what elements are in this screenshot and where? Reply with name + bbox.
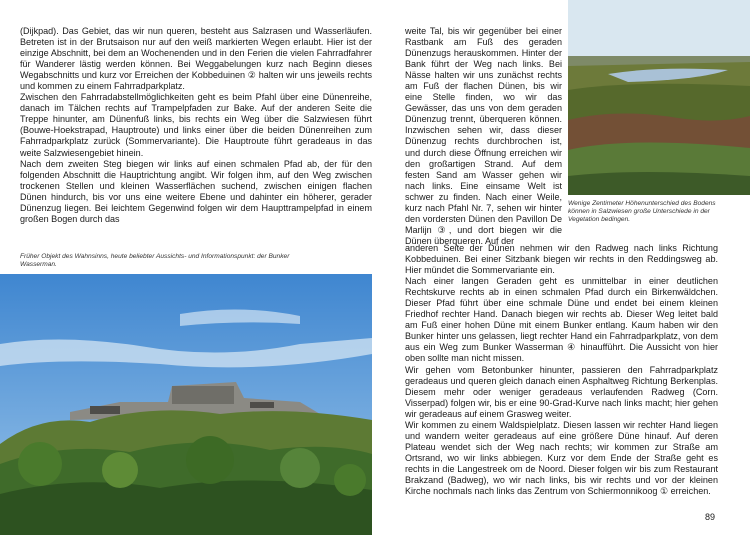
bunker-photo <box>0 274 372 535</box>
salt-marsh-photo-caption: Wenige Zentimeter Höhenunterschied des Bodens können in Salzwiesen große Unterschiede in der Vegetation bedingen. <box>568 200 716 224</box>
right-paragraph-1: anderen Seite der Dünen nehmen wir den Radweg nach links Richtung Kobbeduinen. Bei einer Sitzbank biegen wir rechts in den Reddingsweg ab. Hier mündet die Sommervariante ein. <box>405 243 718 276</box>
bunker-photo-illustration <box>0 274 372 535</box>
salt-marsh-illustration <box>568 0 750 195</box>
page-number: 89 <box>705 512 716 522</box>
left-paragraph-3: Nach dem zweiten Steg biegen wir links auf einen schmalen Pfad ab, der für den folgenden Abschnitt die Hauptrichtung angibt. Wir folgen ihm, auf den Weg zwischen trockenen Stellen und kleinen Wasserflächen suchend, zwischen einigen flachen Dünen hindurch, bis vor uns eine weitere Ebene und dahinter ein höherer, gerader Dünenzug liegen. Bei leichtem Gegenwind folgen wir dem Haupttrampelpfad in einem großen Bogen durch das <box>20 158 372 224</box>
left-text-column <box>20 26 372 225</box>
right-paragraph-2: Nach einer langen Geraden geht es unmittelbar in einer deutlichen Rechtskurve rechts ab in einen schmalen Pfad durch ein Birkenwäldchen. Dieser Pfad führt über eine schmale Düne und endet bei einem kleinen Friedhof rechter Hand. Danach biegen wir rechts ab. Dieser Weg leitet bald am Fuß einer hohen Düne mit einem Bunker entlang. Kaum haben wir den Bunker hinter uns gelassen, liegt rechter Hand ein Fahrradparkplatz, von dem aus ein Weg zum Bunker Wasserman ④ hinaufführt. Die Aussicht von hier oben sollte man nicht missen. <box>405 276 718 364</box>
right-paragraph-4: Wir kommen zu einem Waldspielplatz. Diesen lassen wir rechter Hand liegen und wandern weiter geradeaus auf eine größere Düne hinauf. Auf deren Plateau wendet sich der Weg nach rechts; wir kommen zur Straße am Ortsrand, wo wir links abbiegen. Kurz vor dem Ende der Straße geht es rechts in die Langestreek om de Noord. Dieser folgen wir bis zum Restaurant Brakzand (Badweg), wo wir nach links, bis wir rechts und vor der kleinen Kirche nochmals nach links das Zentrum von Schiermonnikoog ① erreichen. <box>405 419 718 497</box>
bunker-photo-caption: Früher Objekt des Wahnsinns, heute beliebter Aussichts- und Informationspunkt: der Bunker Wasserman. <box>20 253 290 269</box>
right-paragraph-3: Wir gehen vom Betonbunker hinunter, passieren den Fahrradparkplatz geradeaus und queren gleich danach einen Asphaltweg Richtung Berkenplas. Diesem mehr oder weniger geradeaus verlaufenden Radweg (Corn. Visserpad) folgen wir, bis er eine 90-Grad-Kurve nach links macht; hier gehen wir geradeaus auf einem Grasweg weiter. <box>405 364 718 419</box>
left-paragraph-2: Zwischen den Fahrradabstellmöglichkeiten geht es beim Pfahl über eine Dünenreihe, danach im Tälchen rechts auf Trampelpfaden zur Bake. Auf der anderen Seite die Treppe hinunter, am Dünenfuß links, bis rechts ein Weg über die Salzwiesen führt (Bouwe-Hoekstrapad, Hauptroute) und links einer über die beiden Dünenreihen zum Fahrradparkplatz zurück (Sommervariante). Die Hauptroute führt geradeaus in das weite Salzwiesengebiet hinein. <box>20 92 372 158</box>
right-full-text-column <box>405 243 718 497</box>
right-narrow-paragraph: weite Tal, bis wir gegenüber bei einer Rastbank am Fuß des geraden Dünenzugs herauskommen. Hinter der Bank führt der Weg nach links. Bei Nässe halten wir uns zunächst rechts am Fuß der flachen Dünen, bis wir eine Stelle finden, wo wir das Gewässer, das uns von dem geraden Dünenzug trennt, überqueren können. Inzwischen sehen wir, dass dieser Dünenzug rechts durchbrochen ist, und durch diese Öffnung erreichen wir den großartigen Strand. Auf dem festen Sand am Wasser gehen wir nach links. Eine einsame Welt ist schwer zu finden. Nach einer Weile, kurz nach Pfahl Nr. 7, sehen wir hinter den vordersten Dünen den Pavillon De Marlijn ③, und dort biegen wir die Dünen überqueren. Auf der <box>405 26 562 246</box>
salt-marsh-photo <box>568 0 750 195</box>
right-narrow-text-column <box>405 26 562 247</box>
left-paragraph-1: (Dijkpad). Das Gebiet, das wir nun queren, besteht aus Salzrasen und Wasserläufen. Betreten ist in der Brutsaison nur auf den weiß markierten Wegen erlaubt. Hier ist der einzige Abschnitt, bei dem an Wochenenden und in den Ferien die vielen Fahrradfahrer für Wanderer lästig werden können. Bei Weggabelungen kurz nach Beginn dieses Wegabschnitts und kurz vor Erreichen der Kobbeduinen ② halten wir uns jeweils rechts und kommen zu einem Fahrradparkplatz. <box>20 26 372 92</box>
